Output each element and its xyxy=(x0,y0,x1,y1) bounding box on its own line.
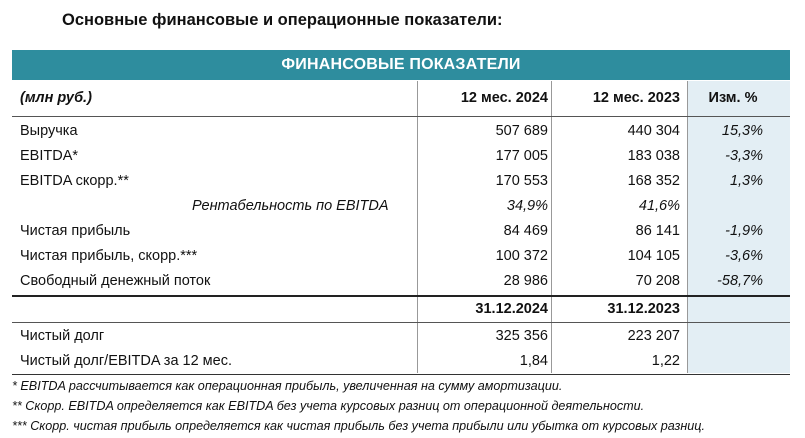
change-value: -3,6% xyxy=(725,248,763,264)
table-row xyxy=(12,119,790,144)
row-label: Чистая прибыль xyxy=(20,223,131,239)
change-value: -1,9% xyxy=(725,223,763,239)
value-2024: 325 356 xyxy=(495,328,548,344)
column-header-2023: 12 мес. 2023 xyxy=(592,90,680,106)
table-bottom-border xyxy=(12,374,790,375)
row-label: EBITDA* xyxy=(20,148,79,164)
value-2024: 34,9% xyxy=(506,198,548,214)
row-label: Чистый долг/EBITDA за 12 мес. xyxy=(20,353,232,369)
table-row xyxy=(12,169,790,194)
value-2023: 41,6% xyxy=(638,198,680,214)
change-value: 1,3% xyxy=(729,173,763,189)
row-label: Выручка xyxy=(20,123,78,139)
value-2023: 1,22 xyxy=(651,353,680,369)
value-2024: 1,84 xyxy=(519,353,548,369)
date-header-row xyxy=(12,297,790,322)
row-label: Рентабельность по EBITDA xyxy=(192,198,389,214)
value-2023: 104 105 xyxy=(627,248,680,264)
table-row xyxy=(12,144,790,169)
row-label: Свободный денежный поток xyxy=(20,273,211,289)
table-row xyxy=(12,349,790,374)
date-separator xyxy=(12,322,790,323)
row-label: Чистый долг xyxy=(20,328,105,344)
value-2024: 28 986 xyxy=(503,273,548,289)
table-row xyxy=(12,324,790,349)
section-banner: ФИНАНСОВЫЕ ПОКАЗАТЕЛИ xyxy=(12,50,790,80)
value-2024: 84 469 xyxy=(503,223,548,239)
change-value xyxy=(688,194,763,219)
column-header-2024: 12 мес. 2024 xyxy=(460,90,548,106)
value-2024: 100 372 xyxy=(495,248,548,264)
value-2023: 440 304 xyxy=(627,123,680,139)
change-value: -3,3% xyxy=(725,148,763,164)
value-2024: 170 553 xyxy=(495,173,548,189)
unit-label: (млн руб.) xyxy=(20,90,92,106)
table-row xyxy=(12,219,790,244)
footnote: * EBITDA рассчитывается как операционная прибыль, увеличенная на сумму амортизации. xyxy=(12,379,563,393)
row-label: Чистая прибыль, скорр.*** xyxy=(20,248,198,264)
value-2024: 177 005 xyxy=(495,148,548,164)
date-2024: 31.12.2024 xyxy=(475,301,548,317)
table-row-margin xyxy=(12,194,790,219)
value-2023: 70 208 xyxy=(635,273,680,289)
footnote: *** Скорр. чистая прибыль определяется как чистая прибыль без учета прибыли или убытка от курсовых разниц. xyxy=(12,419,705,433)
column-header-change: Изм. % xyxy=(708,90,758,106)
table-row xyxy=(12,269,790,294)
page-title: Основные финансовые и операционные показатели: xyxy=(62,11,503,29)
row-label: EBITDA скорр.** xyxy=(20,173,129,189)
footnote: ** Скорр. EBITDA определяется как EBITDA без учета курсовых разниц от операционной деятельности. xyxy=(12,399,645,413)
value-2023: 86 141 xyxy=(635,223,680,239)
table-header-row xyxy=(12,86,790,111)
value-2023: 223 207 xyxy=(627,328,680,344)
table-row xyxy=(12,244,790,269)
change-value: -58,7% xyxy=(717,273,763,289)
value-2023: 168 352 xyxy=(627,173,680,189)
header-separator xyxy=(12,116,790,117)
change-value: 15,3% xyxy=(721,123,763,139)
footnotes xyxy=(12,376,705,436)
value-2024: 507 689 xyxy=(495,123,548,139)
value-2023: 183 038 xyxy=(627,148,680,164)
date-2023: 31.12.2023 xyxy=(607,301,680,317)
